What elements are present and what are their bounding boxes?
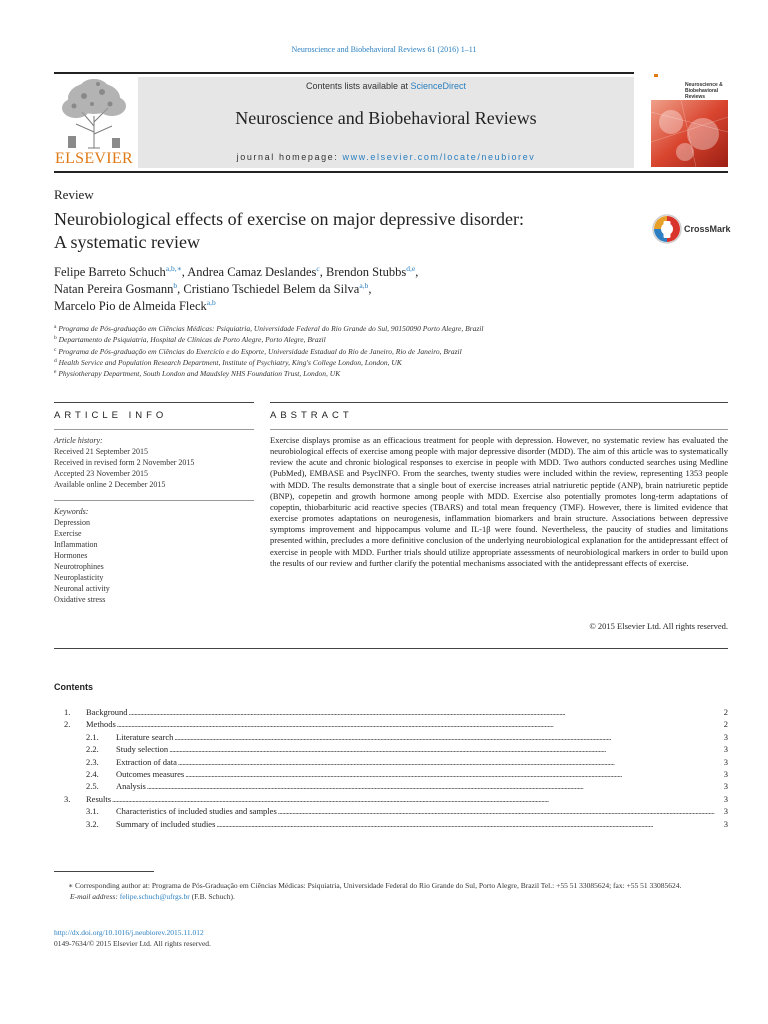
affiliation-list	[54, 323, 714, 379]
journal-citation-link[interactable]: Neuroscience and Biobehavioral Reviews 61 (2016) 1–11	[291, 45, 477, 54]
table-of-contents	[54, 706, 728, 830]
toc-entry-line	[116, 805, 728, 817]
author-name: Marcelo Pio de Almeida Fleck	[54, 299, 207, 313]
toc-entry-label[interactable]: Extraction of data	[116, 756, 177, 767]
keyword-item: Hormones	[54, 551, 88, 560]
toc-entry-number: 2.4.	[86, 768, 99, 779]
keyword-item: Inflammation	[54, 540, 98, 549]
journal-homepage-line	[138, 152, 634, 162]
toc-entry-line	[116, 731, 728, 743]
toc-entry-number: 3.1.	[86, 806, 99, 817]
toc-entry-page[interactable]: 3	[723, 731, 728, 742]
toc-entry-label[interactable]: Analysis	[116, 781, 146, 792]
abstract-top-rule	[270, 402, 728, 403]
toc-entry-number: 1.	[64, 707, 71, 717]
toc-dot-leader	[169, 743, 723, 755]
article-title-line-2: A systematic review	[54, 232, 200, 252]
article-info-heading-rule	[54, 429, 254, 430]
affiliation-c	[54, 346, 714, 357]
toc-entry-line	[116, 818, 728, 830]
toc-entry-line	[116, 743, 728, 755]
toc-entry-page[interactable]: 2	[723, 707, 728, 717]
toc-entry[interactable]	[54, 731, 728, 743]
sciencedirect-link[interactable]: ScienceDirect	[410, 81, 467, 91]
author-name: Brendon Stubbs	[326, 265, 407, 279]
journal-cover-image	[651, 72, 728, 167]
toc-entry-line	[86, 706, 728, 718]
toc-entry-label[interactable]: Background	[86, 707, 128, 717]
toc-dot-leader	[174, 731, 722, 743]
affiliation-text: Health Service and Population Research Department, Institute of Psychiatry, King's College London, London, UK	[58, 357, 402, 367]
toc-entry[interactable]	[54, 718, 728, 730]
affiliation-b	[54, 334, 714, 345]
affiliation-text: Programa de Pós-graduação em Ciências do Exercício e do Esporte, Universidade Estadual do Rio de Janeiro, Rio de Janeiro, Brazil	[58, 346, 462, 356]
footnote-marker: ∗	[68, 881, 74, 890]
keyword-item: Oxidative stress	[54, 595, 106, 604]
toc-entry-page[interactable]: 2	[723, 719, 728, 730]
author-separator: ,	[415, 265, 419, 279]
toc-entry-page[interactable]: 3	[723, 806, 728, 817]
homepage-prefix: journal homepage:	[236, 152, 343, 162]
toc-entry-page[interactable]: 3	[723, 781, 728, 792]
article-footer	[54, 927, 454, 949]
toc-entry-number: 3.2.	[86, 818, 99, 829]
author-affiliation-marks[interactable]: a,b	[206, 298, 216, 307]
author-email-link[interactable]: felipe.schuch@ufrgs.br	[119, 892, 190, 901]
toc-entry-label[interactable]: Study selection	[116, 744, 169, 755]
contents-availability-line	[138, 81, 634, 91]
toc-dot-leader	[216, 818, 722, 830]
abstract-bottom-rule	[54, 648, 728, 649]
toc-entry[interactable]	[54, 768, 728, 780]
toc-dot-leader	[117, 718, 723, 730]
history-item: Accepted 23 November 2015	[54, 469, 148, 478]
toc-dot-leader	[112, 793, 723, 805]
toc-entry-page[interactable]: 3	[723, 818, 728, 829]
toc-entry-line	[116, 756, 728, 768]
toc-entry-label[interactable]: Outcomes measures	[116, 768, 185, 779]
toc-entry-number: 3.	[64, 793, 71, 804]
affiliation-mark: d	[54, 357, 57, 364]
author-affiliation-marks[interactable]: a,b	[359, 281, 369, 290]
toc-dot-leader	[178, 756, 723, 768]
author-line-2	[54, 281, 714, 298]
author-affiliation-marks[interactable]: c	[316, 264, 320, 273]
toc-entry-number: 2.5.	[86, 781, 99, 792]
toc-entry-line	[116, 780, 728, 792]
abstract-copyright: © 2015 Elsevier Ltd. All rights reserved.	[589, 621, 728, 631]
toc-entry-page[interactable]: 3	[723, 744, 728, 755]
affiliation-mark: a	[54, 324, 57, 330]
toc-entry-line	[86, 793, 728, 805]
keyword-item: Exercise	[54, 529, 82, 538]
masthead-top-rule	[54, 72, 634, 74]
masthead-bottom-rule	[54, 171, 728, 173]
corresponding-author-footnote	[54, 880, 728, 902]
toc-entry-page[interactable]: 3	[723, 768, 728, 779]
toc-entry-number: 2.1.	[86, 731, 99, 742]
author-list	[54, 264, 714, 315]
affiliation-text: Physiotherapy Department, South London and Maudsley NHS Foundation Trust, London, UK	[58, 369, 341, 379]
toc-entry[interactable]	[54, 756, 728, 768]
toc-entry[interactable]	[54, 780, 728, 792]
keyword-item: Neuronal activity	[54, 584, 110, 593]
keyword-item: Neurotrophines	[54, 562, 104, 571]
toc-entry[interactable]	[54, 743, 728, 755]
affiliation-mark: e	[54, 369, 57, 376]
abstract-body: Exercise displays promise as an efficacious treatment for people with depression. However, no systematic review has evaluated the neurobiological effects of exercise among people with major depressive disorder (MDD). The aim of this article was to systematically review the acute and chronic biological responses to exercise in people with MDD. Two authors conducted searches using Medline (PubMed), EMBASE and PsycINFO. From the searches, twenty studies were included within the review, representing 1353 people with MDD. The results demonstrate that a single bout of exercise increases atrial natriuretic peptide (ANP), brain natriuretic peptide (BNP), copepetin and growth hormone among people with MDD. Exercise also potentially promotes long-term adaptations of copeptin, thiobarbituric acid reactive species (TBARS) and total mean frequency (TMF). However, there is limited evidence that exercise promotes adaptations on neurogenesis, inflammation biomarkers and brain structure. Associations between depressive symptoms improvement and hippocampus volume and IL-1β were found. Nevertheless, the paucity of studies and limitations presented within, precludes a more definitive conclusion of the underlying neurobiological explanation for the antidepressant effect of exercise in people with MDD. Further trials should utilize appropriate assessments of neurobiological markers in order to build upon the results of our review and further clarify the potential mechanisms associated with the antidepressant effects of exercise.	[270, 435, 728, 568]
toc-entry-label[interactable]: Methods	[86, 719, 116, 730]
toc-entry-label[interactable]: Literature search	[116, 731, 174, 742]
crossmark-icon	[651, 213, 683, 245]
toc-entry-number: 2.2.	[86, 744, 99, 755]
toc-dot-leader	[185, 768, 723, 780]
affiliation-text: Programa de Pós-graduação em Ciências Médicas: Psiquiatria, Universidade Federal do Rio Grande do Sul, 90150090 Porto Alegre, Brazil	[58, 324, 484, 333]
abstract-heading: ABSTRACT	[270, 410, 353, 421]
toc-entry[interactable]	[54, 793, 728, 805]
affiliation-mark: b	[54, 335, 57, 342]
history-item: Received in revised form 2 November 2015	[54, 458, 195, 467]
toc-entry-line	[116, 768, 728, 780]
history-label: Article history:	[54, 436, 103, 445]
toc-entry-page[interactable]: 3	[723, 756, 728, 767]
publisher-name: ELSEVIER	[55, 150, 133, 167]
cover-title: Neuroscience & Biobehavioral Reviews	[685, 82, 723, 100]
author-line-3	[54, 298, 714, 315]
toc-entry-line	[86, 718, 728, 730]
author-name: Natan Pereira Gosmann	[54, 282, 174, 296]
author-name: Andrea Camaz Deslandes	[187, 265, 317, 279]
author-line-1	[54, 264, 714, 281]
email-label: E-mail address:	[70, 892, 118, 901]
email-suffix: (F.B. Schuch).	[189, 892, 235, 901]
author-separator: ,	[177, 282, 184, 296]
article-history	[54, 435, 254, 490]
keyword-item: Neuroplasticity	[54, 573, 104, 582]
history-divider	[54, 500, 254, 501]
history-item: Available online 2 December 2015	[54, 480, 166, 489]
toc-entry[interactable]	[54, 818, 728, 830]
footnote-text: Corresponding author at: Programa de Pós-Graduação em Ciências Médicas: Psiquiatria, Universidade Federal do Rio Grande do Sul, Porto Alegre, Brazil Tel.: +55 51 33085624; fax: +55 51 33085624.	[74, 881, 682, 890]
author-separator: ,	[368, 282, 372, 296]
keywords-label: Keywords:	[54, 507, 89, 516]
crossmark-label[interactable]: CrossMark	[684, 224, 731, 234]
contents-heading: Contents	[54, 682, 93, 692]
toc-entry-number: 2.3.	[86, 756, 99, 767]
affiliation-mark: c	[54, 346, 57, 353]
author-affiliation-marks[interactable]: b	[173, 281, 178, 290]
toc-entry-page[interactable]: 3	[723, 793, 728, 804]
author-separator: ,	[319, 265, 326, 279]
article-info-heading: ARTICLE INFO	[54, 410, 168, 421]
toc-entry-label[interactable]: Characteristics of included studies and samples	[116, 806, 277, 817]
toc-entry[interactable]	[54, 706, 728, 718]
toc-entry-number: 2.	[64, 719, 71, 730]
article-info-top-rule	[54, 402, 254, 403]
toc-dot-leader	[129, 706, 723, 718]
journal-title: Neuroscience and Biobehavioral Reviews	[235, 108, 537, 128]
keyword-item: Depression	[54, 518, 90, 527]
history-item: Received 21 September 2015	[54, 447, 148, 456]
affiliation-d	[54, 357, 714, 368]
abstract-heading-rule	[270, 429, 728, 430]
toc-dot-leader	[147, 780, 723, 792]
affiliation-e	[54, 368, 714, 379]
contents-prefix: Contents lists available at	[305, 81, 411, 91]
affiliation-a	[54, 323, 714, 334]
journal-homepage-link[interactable]: www.elsevier.com/locate/neubiorev	[342, 152, 536, 162]
author-name: Felipe Barreto Schuch	[54, 265, 166, 279]
affiliation-text: Departamento de Psiquiatria, Hospital de Clínicas de Porto Alegre, Porto Alegre, Brazil	[58, 335, 326, 345]
article-type: Review	[54, 187, 94, 202]
issn-copyright: 0149-7634/© 2015 Elsevier Ltd. All rights reserved.	[54, 939, 211, 948]
article-title	[54, 208, 624, 254]
toc-entry[interactable]	[54, 805, 728, 817]
toc-entry-label[interactable]: Summary of included studies	[116, 818, 216, 829]
toc-dot-leader	[278, 805, 723, 817]
footnote-rule	[54, 871, 154, 872]
keywords-block	[54, 506, 254, 605]
author-name: Cristiano Tschiedel Belem da Silva	[183, 282, 360, 296]
article-title-line-1: Neurobiological effects of exercise on major depressive disorder:	[54, 209, 524, 229]
doi-link[interactable]: http://dx.doi.org/10.1016/j.neubiorev.2015.11.012	[54, 928, 204, 937]
toc-entry-label[interactable]: Results	[86, 793, 112, 804]
author-affiliation-marks[interactable]: a,b,∗	[165, 264, 182, 273]
author-affiliation-marks[interactable]: d,e	[406, 264, 416, 273]
author-separator: ,	[181, 265, 188, 279]
